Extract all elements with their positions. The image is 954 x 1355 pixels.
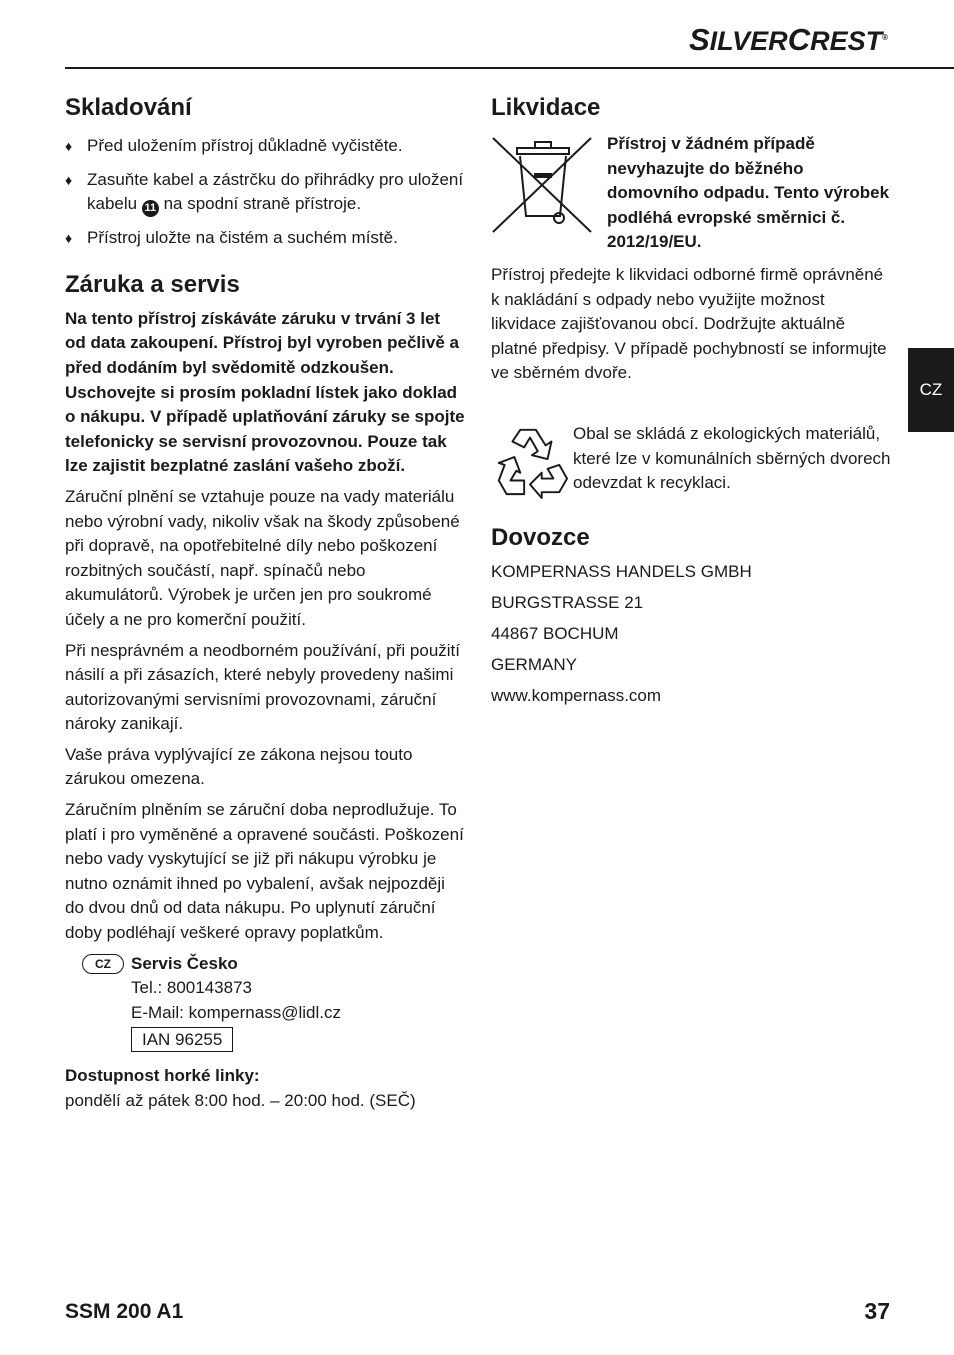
service-email: E-Mail: kompernass@lidl.cz: [131, 1002, 341, 1022]
language-tab: CZ: [908, 348, 954, 432]
importer-address: [491, 556, 891, 711]
list-item: ♦ Před uložením přístroj důkladně vyčistěte.: [65, 134, 465, 159]
website-link[interactable]: www.kompernass.com: [491, 685, 662, 705]
warranty-paragraph: Záruční plnění se vztahuje pouze na vady materiálu nebo výrobní vady, nikoliv však na škody způsobené při dopravě, na opotřebitelné díly nebo poškození rozbitných součástí, např. spínačů nebo akumulátorů. Výrobek je určen jen pro soukromé účely a ne pro komerční použití.: [65, 486, 460, 629]
right-column: [491, 92, 891, 711]
diamond-bullet-icon: ♦: [65, 230, 73, 247]
hotline-hours: pondělí až pátek 8:00 hod. – 20:00 hod. (SEČ): [65, 1091, 416, 1110]
left-column: [65, 92, 465, 1114]
heading-zaruka: Záruka a servis: [65, 270, 240, 298]
address-line: GERMANY: [491, 654, 577, 674]
disposal-warning: [491, 130, 891, 255]
diamond-bullet-icon: ♦: [65, 138, 73, 154]
packaging-info: [491, 422, 891, 500]
service-title: Servis Česko: [131, 953, 238, 973]
heading-skladovani: Skladování: [65, 94, 192, 121]
cable-compartment-ref-icon: 11: [142, 200, 159, 217]
packaging-text: Obal se skládá z ekologických materiálů, které lze v komunálních sběrných dvorech odevzdat k recyklaci.: [573, 423, 891, 493]
warranty-intro: Na tento přístroj získáváte záruku v trvání 3 let od data zakoupení. Přístroj byl vyroben pečlivě a před dodáním byl svědomitě odzkoušen. Uschovejte si prosím pokladní lístek jako doklad o nákupu. V případě uplatňování záruky se spojte telefonicky se servisní provozovnou. Pouze tak lze zajistit bezplatné zaslání vašeho zboží.: [65, 308, 465, 476]
warranty-paragraph: Vaše práva vyplývající ze zákona nejsou touto zárukou omezena.: [65, 744, 413, 789]
ian-number: IAN 96255: [131, 1027, 233, 1052]
heading-dovozce: Dovozce: [491, 523, 590, 551]
footer-model: SSM 200 A1: [65, 1300, 184, 1323]
service-details: [131, 952, 341, 1053]
header-rule: [65, 67, 954, 69]
country-badge: CZ: [82, 954, 124, 974]
service-phone: Tel.: 800143873: [131, 978, 252, 998]
warranty-paragraph: Při nesprávném a neodborném používání, při použití násilí a při zásazích, které nebyly provedeny našimi autorizovanými servisními provozovnami, záruční nároky zanikají.: [65, 640, 461, 734]
page-number: 37: [864, 1298, 890, 1324]
list-item: ♦ Přístroj uložte na čistém a suchém místě.: [65, 226, 465, 251]
disposal-warning-text: Přístroj v žádném případě nevyhazujte do běžného domovního odpadu. Tento výrobek podléhá evropské směrnici č. 2012/19/EU.: [607, 134, 890, 252]
service-block: [65, 952, 465, 1053]
brand-logo: SILVERCREST®: [688, 22, 888, 57]
hotline-label: Dostupnost horké linky:: [65, 1066, 260, 1086]
address-line: BURGSTRASSE 21: [491, 592, 644, 612]
address-line: KOMPERNASS HANDELS GMBH: [491, 561, 752, 581]
list-item: ♦ Zasuňte kabel a zástrčku do přihrádky pro uložení kabelu 11 na spodní straně přístroje.: [65, 168, 465, 218]
crossed-bin-icon: [491, 132, 595, 236]
recycle-icon: [491, 422, 569, 500]
warranty-paragraph: Záručním plněním se záruční doba neprodlužuje. To platí i pro vyměněné a opravené součásti. Poškození nebo vady vyskytující se již při nákupu výrobku je nutno oznámit ihned po vybalení, avšak nejpozději do dvou dnů od data nákupu. Po uplynutí záruční doby podléhají veškeré opravy poplatkům.: [65, 800, 464, 943]
heading-likvidace: Likvidace: [491, 94, 601, 121]
address-line: 44867 BOCHUM: [491, 623, 619, 643]
diamond-bullet-icon: ♦: [65, 171, 73, 188]
storage-list: [65, 134, 465, 251]
disposal-text: Přístroj předejte k likvidaci odborné firmě oprávněné k nakládání s odpady nebo využijte možnost likvidace zajišťovanou obcí. Dodržujte aktuálně platné předpisy. V případě pochybností se informujte ve sběrném dvoře.: [491, 264, 887, 383]
